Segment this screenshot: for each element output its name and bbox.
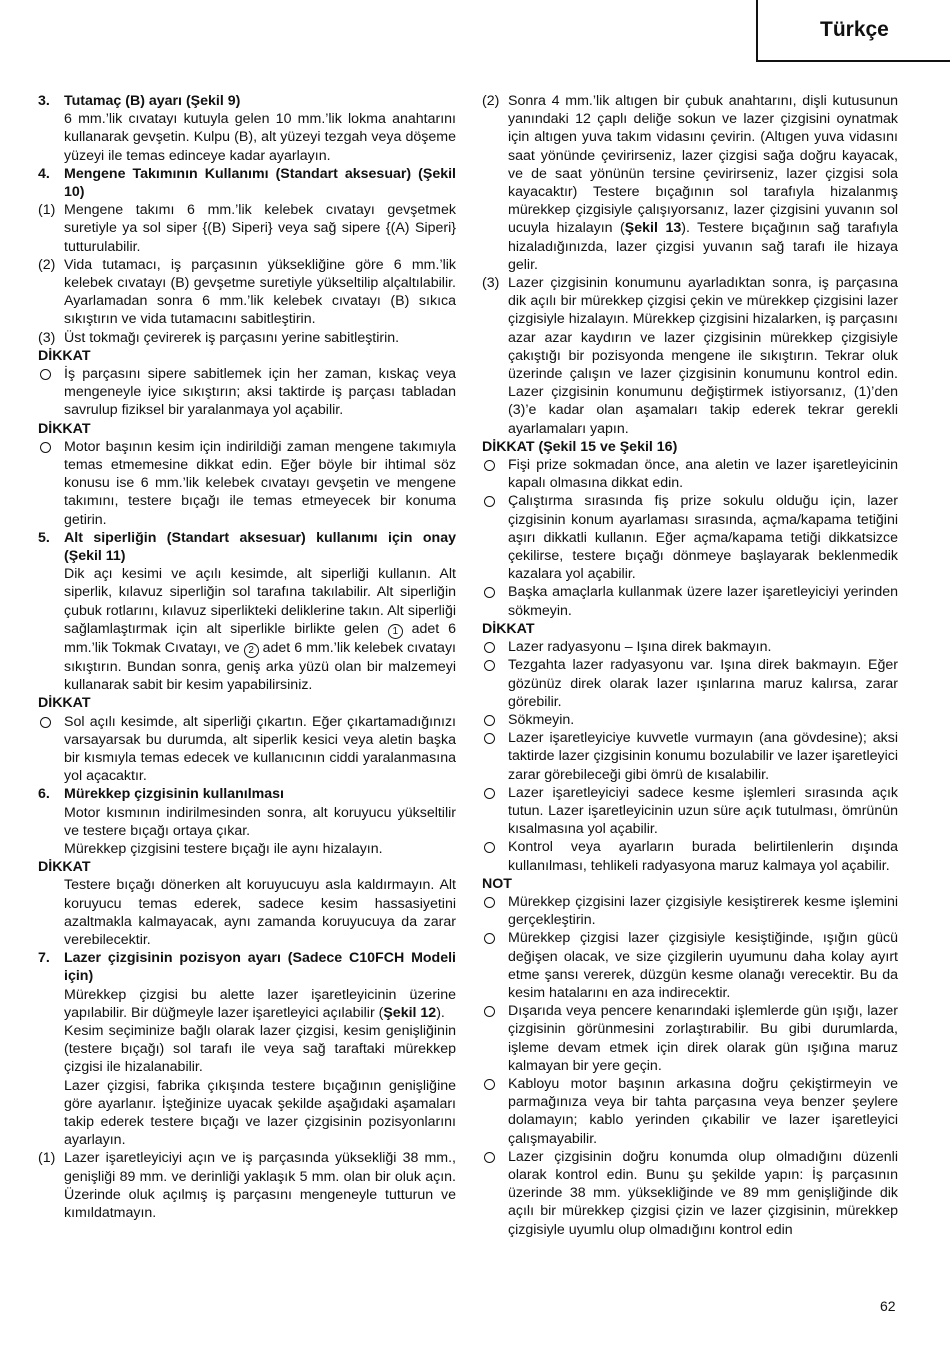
page-number: 62 — [880, 1298, 896, 1314]
circle-bullet-icon — [484, 715, 495, 726]
note-bullet — [482, 1002, 898, 1075]
bullet-text: Lazer işaretleyiciye kuvvetle vurmayın (ana gövdesine); aksi taktirde lazer çizgisinin konumu bozulabilir ve lazer işaretleyici zarar görebileceği gibi ömrü de kısalabilir. — [508, 730, 898, 783]
section-number: 3. — [38, 93, 50, 109]
text: adet 6 mm.’lik Tokmak Cıvatayı, ve — [64, 620, 457, 656]
item-number: (3) — [482, 275, 500, 292]
circle-bullet-icon — [484, 1006, 495, 1017]
item-text: Lazer çizgisinin konumunu ayarladıktan sonra, iş parçasına dik açılı bir mürekkep çizgisi çekin ve mürekkep çizgisini lazer çizgisiyle hizalayın. Mürekkep çizgisini hizalarken, iş parçasını azar azar kaydırın ve lazer çizgisinin mürekkep çizgisiyle çakıştığı bir pozisyonda mengene ile sıkıştırın. Tekrar oluk üzerinde çalışın ve lazer çizgisinin konumunu kontrol edin. Lazer çizgisinin konumunu değiştirmek istiyorsanız, (1)’den (3)’e kadar olan aşamaları takip ederek tekrar gerekli ayarlamaları yapın. — [508, 275, 898, 437]
paragraph — [64, 565, 456, 694]
circle-bullet-icon — [484, 642, 495, 653]
paragraph — [64, 986, 456, 1022]
section-number: 7. — [38, 950, 50, 967]
caution-heading: DİKKAT — [38, 347, 91, 364]
item-text: Vida tutamacı, iş parçasının yüksekliğine göre 6 mm.’lik kelebek cıvatayı (B) gevşetme suretiyle yükseltilip alçaltılabilir. Ayarlamadan sonra 6 mm.’lik kelebek cıvatayı (B) sıkıca sıkıştırın ve vida tutamacını sabitleştirin. — [64, 256, 456, 328]
caution-heading: DİKKAT — [38, 695, 91, 712]
bullet-text: Dışarıda veya pencere kenarındaki işlemlerde gün ışığı, lazer çizgisinin görünmesini zorlaştırabilir. Bu gibi durumlarda, işleme devam etmek için direk olarak gün ışığına maruz kalmayan bir yere geçin. — [508, 1003, 898, 1074]
bullet-text: Başka amaçlarla kullanmak üzere lazer işaretleyiciyi yerinden sökmeyin. — [508, 584, 898, 619]
bullet-text: Çalıştırma sırasında fiş prize sokulu olduğu için, lazer çizgisinin konum ayarlaması sırasında, açma/kapama tetiğini aşırı dikkatli kullanın. Eğer açma/kapama tetiği dikkatsizce çekilirse, testere bıçağı dönmeye başlayarak beklenmedik kazalara yol açabilir. — [508, 493, 898, 583]
text: Mürekkep çizgisi bu alette lazer işaretleyicinin üzerine yapılabilir. Bir düğmeyle lazer işaretleyici açılabilir ( — [64, 986, 456, 1021]
circle-bullet-icon — [40, 717, 51, 728]
circled-number: 2 — [244, 643, 259, 658]
caution-bullet — [38, 365, 456, 420]
caution-heading: DİKKAT — [38, 420, 91, 437]
bullet-text: Lazer işaretleyiciyi sadece kesme işlemleri sırasında açık tutun. Lazer işaretleyicinin uzun süre açık tutulması, ömrünün kısalmasına yol açabilir. — [508, 784, 898, 838]
left-column — [38, 92, 456, 1222]
circle-bullet-icon — [484, 733, 495, 744]
language-tab — [756, 0, 950, 62]
paragraph: Mürekkep çizgisini testere bıçağı ile aynı hizalayın. — [64, 840, 383, 857]
bullet-text: Mürekkep çizgisi lazer çizgisiyle kesiştiğinde, ışığın gücü değişen olacak, ve size çizgilerin uyumunu daha kolay ayırt etme şansı vererek, düzgün kesme olanağı verecektir. Bu da kesim hatalarını en aza indirecektir. — [508, 930, 898, 1001]
bullet-text: İş parçasını sipere sabitlemek için her zaman, kıskaç veya mengeneyle iyice sıkıştırın; aksi taktirde iş parçası tabladan savrulup fiziksel bir yaralanmaya yol açabilir. — [64, 366, 456, 419]
item-text: Mengene takımı 6 mm.’lik kelebek cıvatayı gevşetmek suretiyle ya sol siper {(B) Siperi} veya sağ sipere {(A) Siperi} tutturulabilir. — [64, 202, 456, 255]
text: adet 6 mm.’lik kelebek cıvatayı sıkıştırın. Bundan sonra, geniş arka yüzü olan bir malzemeyi kullanarak sabit bir kesim yapabilirsiniz. — [64, 639, 456, 694]
bullet-text: Mürekkep çizgisini lazer çizgisiyle kesiştirerek kesme işlemini gerçekleştirin. — [508, 893, 898, 929]
caution-paragraph — [38, 876, 456, 949]
paragraph: Lazer çizgisi, fabrika çıkışında testere bıçağının genişliğine göre ayarlanır. İşteğinize uyacak şekilde aşağıdaki aşamaları takip ederek testere bıçağı ve lazer çizgisinin pozisyonlarını ayarlayın. — [64, 1077, 456, 1149]
item-number: (3) — [38, 329, 56, 346]
note-bullet — [482, 893, 898, 929]
section-6 — [38, 785, 456, 858]
note-heading: NOT — [482, 875, 512, 892]
caution-bullet — [482, 784, 898, 839]
item-text: Lazer işaretleyiciyi açın ve iş parçasında yüksekliği 38 mm., genişliği 89 mm. ve derinliği yaklaşık 5 mm. olan bir oluk açın. Üzerinde oluk açılmış iş parçasını mengeneyle tutturun ve kımıldatmayın. — [64, 1150, 456, 1221]
circle-bullet-icon — [484, 496, 495, 507]
section-title: Mürekkep çizgisinin kullanılması — [64, 786, 284, 803]
caution-bullet — [482, 656, 898, 711]
caution-bullet — [482, 456, 898, 492]
item-number: (2) — [38, 256, 56, 273]
section-number: 6. — [38, 786, 50, 803]
list-item — [38, 201, 456, 256]
caution-bullet — [482, 638, 898, 656]
paragraph: 6 mm.’lik cıvatayı kutuyla gelen 10 mm.’lik lokma anahtarını kullanarak gevşetin. Kulpu (B), alt yüzeyi tezgah veya döşeme yüzeyi ile temas edinceye kadar ayarlayın. — [64, 111, 456, 164]
section-title: Alt siperliğin (Standart aksesuar) kullanımı için onay (Şekil 11) — [64, 529, 456, 565]
list-item — [38, 256, 456, 329]
section-5 — [38, 529, 456, 694]
bullet-text: Kontrol veya ayarların burada belirtilenlerin dışında kullanılması, tehlikeli radyasyona maruz kalmaya yol açabilir. — [508, 839, 898, 874]
caution-bullet — [482, 729, 898, 784]
figure-ref: Şekil 12 — [383, 1004, 437, 1021]
section-title: Tutamaç (B) ayarı (Şekil 9) — [64, 93, 241, 109]
bullet-text: Kabloyu motor başının arkasına doğru çekiştirmeyin ve parmağınıza veya bir tahta parçasına veya benzer şeylere dolamayın; kablo yerinden çıkabilir ve lazer işaretleyici çalışmayabilir. — [508, 1075, 898, 1147]
caution-bullet — [38, 713, 456, 786]
paragraph: Testere bıçağı dönerken alt koruyucuyu asla kaldırmayın. Alt koruyucu temas ederek, sadece kesim hassasiyetini azaltmakla kalmayacak, aynı zamanda koruyucuya da zarar verebilecektir. — [64, 877, 456, 948]
text: Dik açı kesimi ve açılı kesimde, alt siperliği kullanın. Alt siperlik, kılavuz siperliğin sol tarafına takılabilir. Alt siperliğin çubuk rotlarını, kılavuz siperlikteki deliklerine takın. Alt siperliği sağlamlaştırmak için alt siperlikle birlikte gelen — [64, 566, 456, 637]
list-item — [38, 329, 456, 347]
bullet-text: Motor başının kesim için indirildiği zaman mengene takımıyla temas etmemesine dikkat edin. Eğer böyle bir ihtimal söz konusu ise 6 mm.’lik kelebek cıvatayı gevşetin ve mengene takımını, testere bıçağı ile temas etmeyecek bir konuma getirin. — [64, 438, 456, 528]
section-3 — [38, 92, 456, 165]
section-title: Lazer çizgisinin pozisyon ayarı (Sadece C10FCH Modeli için) — [64, 950, 456, 985]
section-7 — [38, 949, 456, 1149]
section-title: Mengene Takımının Kullanımı (Standart aksesuar) (Şekil 10) — [64, 165, 456, 201]
note-bullet — [482, 1148, 898, 1239]
text: Sonra 4 mm.’lik altıgen bir çubuk anahtarını, dişli kutusunun yanındaki 12 çaplı deliğe sokun ve lazer çizgisini oynatmak için altıgen yuva takım vidasını çevirin. (Altıgen yuva vidasını saat yönünde çevirirseniz, lazer çizgisi sağa doğru kayacak, ve de saat yönünün tersine çevirirseniz, lazer çizgisi sola kayacaktır) Testere bıçağının sol tarafıyla hizalanmış mürekkep çizgisiyle çalışıyorsanız, lazer çizgisini yuvanın sol ucuyla hizalayın ( — [508, 93, 898, 237]
bullet-text: Fişi prize sokmadan önce, ana aletin ve lazer işaretleyicinin kapalı olmasına dikkat edin. — [508, 457, 898, 492]
list-item — [38, 1149, 456, 1222]
caution-heading: DİKKAT — [482, 620, 535, 637]
circle-bullet-icon — [484, 933, 495, 944]
bullet-text: Sol açılı kesimde, alt siperliği çıkartın. Eğer çıkartamadığınızı varsayarsak bu durumda, alt siperlik kesici veya aletin başka bir kısmıyla temas edecek ve kullanıcının ciddi yaralanmasına yol açacaktır. — [64, 713, 456, 785]
text: ). — [436, 1004, 445, 1021]
caution-bullet — [482, 711, 898, 729]
section-4 — [38, 165, 456, 201]
note-bullet — [482, 1075, 898, 1148]
circle-bullet-icon — [484, 587, 495, 598]
caution-heading: DİKKAT — [38, 859, 91, 876]
circled-number: 1 — [388, 624, 403, 639]
language-label: Türkçe — [820, 18, 889, 41]
text: ). Testere bıçağının sağ tarafıyla hizaladığınızda, lazer çizgisi yuvanın sağ tarafı ile hizaya gelir. — [508, 220, 898, 273]
figure-ref: Şekil 13 — [624, 220, 682, 237]
circle-bullet-icon — [40, 442, 51, 453]
circle-bullet-icon — [40, 369, 51, 380]
caution-bullet — [482, 583, 898, 619]
circle-bullet-icon — [484, 1079, 495, 1090]
paragraph: Motor kısmının indirilmesinden sonra, alt koruyucu yükseltilir ve testere bıçağı ortaya çıkar. — [64, 804, 456, 839]
caution-bullet — [482, 492, 898, 583]
circle-bullet-icon — [484, 460, 495, 471]
item-number: (1) — [38, 1150, 56, 1167]
circle-bullet-icon — [484, 788, 495, 799]
bullet-text: Lazer çizgisinin doğru konumda olup olmadığını düzenli olarak kontrol edin. Bunu şu şekilde yapın: İş parçasının üzerinde 38 mm. yüksekliğinde ve 89 mm genişliğinde dik açılı bir mürekkep çizgisi çizin ve lazer çizgisinin, mürekkep çizgisiyle uyumlu olup olmadığını kontrol edin — [508, 1148, 898, 1238]
circle-bullet-icon — [484, 842, 495, 853]
section-number: 4. — [38, 165, 50, 182]
caution-heading: DİKKAT (Şekil 15 ve Şekil 16) — [482, 438, 678, 455]
bullet-text: Tezgahta lazer radyasyonu var. Işına direk bakmayın. Eğer gözünüz direk olarak lazer ışınlarına maruz kalırsa, zarar görebilir. — [508, 657, 898, 710]
list-item — [482, 92, 898, 274]
bullet-text: Lazer radyasyonu – Işına direk bakmayın. — [508, 639, 772, 656]
item-text: Üst tokmağı çevirerek iş parçasını yerine sabitleştirin. — [64, 329, 400, 346]
caution-bullet — [38, 438, 456, 529]
caution-bullet — [482, 838, 898, 874]
right-column — [482, 92, 898, 1239]
circle-bullet-icon — [484, 660, 495, 671]
circle-bullet-icon — [484, 1152, 495, 1163]
item-number: (1) — [38, 202, 56, 219]
section-number: 5. — [38, 529, 50, 546]
note-bullet — [482, 929, 898, 1002]
bullet-text: Sökmeyin. — [508, 711, 575, 728]
circle-bullet-icon — [484, 897, 495, 908]
item-number: (2) — [482, 93, 500, 109]
list-item — [482, 274, 898, 438]
paragraph: Kesim seçiminize bağlı olarak lazer çizgisi, kesim genişliğinin (testere bıçağı) sol tarafı ile veya sağ taraftaki mürekkep çizgisi ile hizalanabilir. — [64, 1022, 456, 1076]
